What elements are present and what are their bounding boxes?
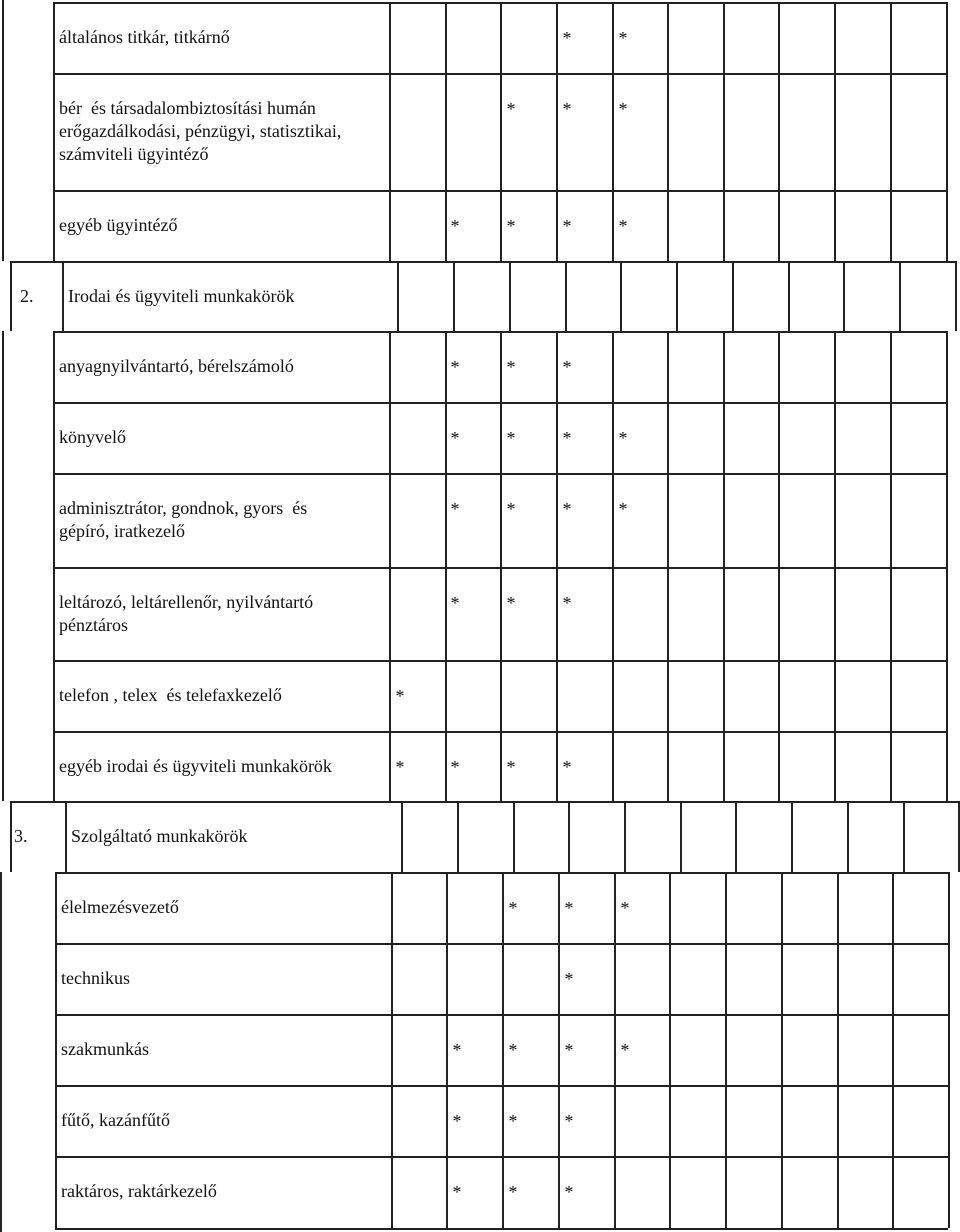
grid-line-vertical: [723, 473, 725, 567]
grid-line-vertical: [778, 567, 780, 660]
grid-line-vertical: [667, 660, 669, 731]
mark-asterisk: *: [452, 1040, 462, 1060]
mark-asterisk: *: [618, 216, 628, 236]
mark-asterisk: *: [450, 499, 460, 519]
grid-line-vertical: [389, 190, 391, 261]
grid-line-vertical: [788, 261, 790, 331]
row-label: egyéb irodai és ügyviteli munkakörök: [59, 756, 332, 776]
grid-line-horizontal: [10, 801, 958, 803]
grid-line-vertical: [502, 1085, 504, 1156]
grid-line-vertical: [500, 567, 502, 660]
grid-line-vertical: [892, 1014, 894, 1085]
grid-line-vertical: [781, 872, 783, 943]
grid-line-vertical: [781, 1014, 783, 1085]
grid-line-vertical: [723, 567, 725, 660]
grid-line-vertical: [723, 731, 725, 801]
grid-line-vertical: [445, 2, 447, 73]
grid-line-vertical: [53, 2, 55, 73]
grid-line-vertical: [53, 567, 55, 660]
grid-line-vertical: [10, 261, 12, 331]
grid-line-vertical: [556, 402, 558, 473]
grid-line-vertical: [500, 73, 502, 190]
grid-line-vertical: [502, 1014, 504, 1085]
grid-line-vertical: [725, 943, 727, 1014]
grid-line-vertical: [556, 660, 558, 731]
grid-line-vertical: [669, 1156, 671, 1228]
row-label: egyéb ügyintéző: [59, 215, 178, 235]
grid-line-vertical: [612, 402, 614, 473]
grid-line-vertical: [890, 731, 892, 801]
grid-line-vertical: [946, 2, 948, 73]
grid-line-vertical: [500, 660, 502, 731]
grid-line-vertical: [778, 660, 780, 731]
grid-line-vertical: [558, 1085, 560, 1156]
grid-line-vertical: [890, 473, 892, 567]
grid-line-vertical: [55, 1014, 57, 1085]
grid-line-vertical: [453, 261, 455, 331]
mark-asterisk: *: [506, 499, 516, 519]
grid-line-vertical: [667, 331, 669, 402]
grid-line-vertical: [669, 1085, 671, 1156]
grid-line-vertical: [778, 2, 780, 73]
mark-asterisk: *: [564, 898, 574, 918]
section-number: 3.: [14, 826, 28, 846]
mark-asterisk: *: [450, 757, 460, 777]
grid-line-vertical: [612, 567, 614, 660]
grid-line-vertical: [53, 331, 55, 402]
mark-asterisk: *: [618, 428, 628, 448]
grid-line-vertical: [446, 1014, 448, 1085]
grid-line-vertical: [834, 731, 836, 801]
grid-line-vertical: [614, 943, 616, 1014]
grid-line-vertical: [55, 1085, 57, 1156]
grid-line-vertical: [667, 2, 669, 73]
grid-line-vertical: [0, 872, 2, 1232]
grid-line-vertical: [723, 402, 725, 473]
grid-line-vertical: [834, 331, 836, 402]
mark-asterisk: *: [506, 357, 516, 377]
grid-line-vertical: [612, 2, 614, 73]
grid-line-vertical: [948, 943, 950, 1014]
grid-line-vertical: [791, 801, 793, 872]
grid-line-vertical: [457, 801, 459, 872]
grid-line-vertical: [556, 567, 558, 660]
grid-line-vertical: [778, 73, 780, 190]
grid-line-vertical: [389, 331, 391, 402]
grid-line-vertical: [946, 331, 948, 402]
mark-asterisk: *: [508, 1182, 518, 1202]
grid-line-vertical: [837, 872, 839, 943]
mark-asterisk: *: [508, 898, 518, 918]
grid-line-vertical: [558, 1156, 560, 1228]
grid-line-vertical: [890, 190, 892, 261]
grid-line-vertical: [509, 261, 511, 331]
grid-line-vertical: [401, 801, 403, 872]
grid-line-vertical: [834, 473, 836, 567]
grid-line-vertical: [55, 1156, 57, 1228]
grid-line-vertical: [565, 261, 567, 331]
grid-line-vertical: [667, 731, 669, 801]
grid-line-vertical: [946, 660, 948, 731]
grid-line-vertical: [446, 1156, 448, 1228]
mark-asterisk: *: [564, 969, 574, 989]
grid-line-vertical: [903, 801, 905, 872]
grid-line-vertical: [834, 73, 836, 190]
grid-line-vertical: [723, 660, 725, 731]
grid-line-vertical: [778, 473, 780, 567]
grid-line-vertical: [10, 801, 12, 872]
grid-line-vertical: [391, 943, 393, 1014]
grid-line-vertical: [614, 872, 616, 943]
grid-line-vertical: [667, 402, 669, 473]
row-label: élelmezésvezető: [61, 897, 179, 917]
grid-line-vertical: [65, 801, 67, 872]
mark-asterisk: *: [620, 898, 630, 918]
grid-line-vertical: [837, 1014, 839, 1085]
grid-line-vertical: [568, 801, 570, 872]
mark-asterisk: *: [506, 757, 516, 777]
grid-line-vertical: [778, 402, 780, 473]
grid-line-vertical: [834, 567, 836, 660]
grid-line-vertical: [667, 473, 669, 567]
grid-line-vertical: [667, 73, 669, 190]
grid-line-vertical: [612, 473, 614, 567]
grid-line-vertical: [946, 190, 948, 261]
grid-line-vertical: [500, 331, 502, 402]
grid-line-vertical: [558, 872, 560, 943]
grid-line-vertical: [948, 872, 950, 943]
mark-asterisk: *: [506, 99, 516, 119]
grid-line-vertical: [558, 943, 560, 1014]
grid-line-vertical: [389, 567, 391, 660]
grid-line-vertical: [624, 801, 626, 872]
grid-line-vertical: [556, 73, 558, 190]
grid-line-vertical: [612, 73, 614, 190]
row-label: bér és társadalombiztosítási humán erőgazdálkodási, pénzügyi, statisztikai, számviteli ügyintéző: [59, 98, 342, 164]
mark-asterisk: *: [450, 593, 460, 613]
grid-line-vertical: [55, 872, 57, 943]
section-title: Irodai és ügyviteli munkakörök: [68, 286, 295, 306]
grid-line-vertical: [834, 660, 836, 731]
grid-line-vertical: [723, 190, 725, 261]
grid-line-vertical: [500, 731, 502, 801]
grid-line-vertical: [735, 801, 737, 872]
grid-line-vertical: [948, 1014, 950, 1085]
mark-asterisk: *: [395, 686, 405, 706]
grid-line-vertical: [55, 943, 57, 1014]
grid-line-vertical: [781, 943, 783, 1014]
grid-line-vertical: [62, 261, 64, 331]
grid-line-horizontal: [10, 261, 955, 263]
row-label: általános titkár, titkárnő: [59, 27, 230, 47]
row-label: raktáros, raktárkezelő: [61, 1181, 217, 1201]
grid-line-vertical: [890, 402, 892, 473]
row-label: leltározó, leltárellenőr, nyilvántartó pénztáros: [59, 592, 314, 635]
grid-line-vertical: [389, 473, 391, 567]
grid-line-vertical: [445, 660, 447, 731]
grid-line-vertical: [890, 331, 892, 402]
grid-line-vertical: [723, 2, 725, 73]
grid-line-vertical: [53, 660, 55, 731]
grid-line-vertical: [946, 731, 948, 801]
row-label: adminisztrátor, gondnok, gyors és gépíró, iratkezelő: [59, 498, 308, 541]
grid-line-vertical: [890, 2, 892, 73]
grid-line-vertical: [834, 402, 836, 473]
row-label: könyvelő: [59, 427, 126, 447]
mark-asterisk: *: [562, 99, 572, 119]
grid-line-vertical: [445, 567, 447, 660]
grid-line-vertical: [837, 1085, 839, 1156]
mark-asterisk: *: [618, 99, 628, 119]
grid-line-vertical: [669, 1014, 671, 1085]
grid-line-vertical: [53, 473, 55, 567]
mark-asterisk: *: [618, 28, 628, 48]
mark-asterisk: *: [618, 499, 628, 519]
grid-line-vertical: [946, 567, 948, 660]
grid-line-vertical: [389, 731, 391, 801]
grid-line-vertical: [445, 73, 447, 190]
mark-asterisk: *: [450, 216, 460, 236]
mark-asterisk: *: [450, 357, 460, 377]
grid-line-vertical: [502, 1156, 504, 1228]
mark-asterisk: *: [564, 1182, 574, 1202]
grid-line-vertical: [391, 1156, 393, 1228]
grid-line-vertical: [446, 943, 448, 1014]
grid-line-vertical: [502, 943, 504, 1014]
grid-line-vertical: [667, 190, 669, 261]
grid-line-vertical: [946, 73, 948, 190]
grid-line-vertical: [669, 943, 671, 1014]
grid-line-horizontal: [55, 1228, 948, 1230]
grid-line-vertical: [847, 801, 849, 872]
mark-asterisk: *: [564, 1040, 574, 1060]
grid-line-vertical: [612, 190, 614, 261]
grid-line-vertical: [614, 1156, 616, 1228]
grid-line-vertical: [680, 801, 682, 872]
grid-line-vertical: [445, 473, 447, 567]
grid-line-vertical: [948, 1085, 950, 1156]
mark-asterisk: *: [562, 428, 572, 448]
row-label: fűtő, kazánfűtő: [61, 1110, 170, 1130]
mark-asterisk: *: [506, 216, 516, 236]
grid-line-vertical: [732, 261, 734, 331]
grid-line-vertical: [53, 190, 55, 261]
grid-line-vertical: [725, 872, 727, 943]
grid-line-vertical: [725, 1014, 727, 1085]
section-title: Szolgáltató munkakörök: [71, 826, 248, 846]
grid-line-vertical: [890, 73, 892, 190]
grid-line-vertical: [781, 1085, 783, 1156]
mark-asterisk: *: [508, 1111, 518, 1131]
grid-line-vertical: [946, 402, 948, 473]
row-label: telefon , telex és telefaxkezelő: [59, 685, 282, 705]
grid-line-vertical: [834, 190, 836, 261]
grid-line-vertical: [837, 943, 839, 1014]
grid-line-vertical: [500, 190, 502, 261]
grid-line-vertical: [843, 261, 845, 331]
grid-line-vertical: [446, 872, 448, 943]
grid-line-vertical: [778, 731, 780, 801]
grid-line-vertical: [558, 1014, 560, 1085]
grid-line-vertical: [899, 261, 901, 331]
grid-line-vertical: [612, 660, 614, 731]
grid-line-vertical: [446, 1085, 448, 1156]
grid-line-vertical: [389, 73, 391, 190]
grid-line-vertical: [500, 2, 502, 73]
grid-line-vertical: [781, 1156, 783, 1228]
grid-line-vertical: [556, 2, 558, 73]
grid-line-vertical: [614, 1014, 616, 1085]
grid-line-vertical: [53, 731, 55, 801]
mark-asterisk: *: [508, 1040, 518, 1060]
mark-asterisk: *: [562, 216, 572, 236]
grid-line-vertical: [837, 1156, 839, 1228]
mark-asterisk: *: [562, 593, 572, 613]
grid-line-vertical: [500, 402, 502, 473]
grid-line-vertical: [2, 0, 4, 261]
mark-asterisk: *: [562, 357, 572, 377]
grid-line-vertical: [391, 1085, 393, 1156]
grid-line-vertical: [53, 73, 55, 190]
row-label: technikus: [61, 968, 130, 988]
grid-line-vertical: [556, 331, 558, 402]
grid-line-vertical: [948, 1156, 950, 1228]
mark-asterisk: *: [452, 1182, 462, 1202]
grid-line-vertical: [723, 73, 725, 190]
mark-asterisk: *: [452, 1111, 462, 1131]
grid-line-vertical: [676, 261, 678, 331]
row-label: szakmunkás: [61, 1039, 149, 1059]
grid-line-vertical: [502, 872, 504, 943]
grid-line-vertical: [892, 1085, 894, 1156]
grid-line-vertical: [391, 1014, 393, 1085]
grid-line-vertical: [946, 473, 948, 567]
grid-line-vertical: [500, 473, 502, 567]
grid-line-vertical: [391, 872, 393, 943]
grid-line-vertical: [53, 402, 55, 473]
grid-line-vertical: [778, 190, 780, 261]
grid-line-vertical: [397, 261, 399, 331]
grid-line-vertical: [778, 331, 780, 402]
grid-line-vertical: [389, 2, 391, 73]
grid-line-vertical: [389, 660, 391, 731]
grid-line-vertical: [513, 801, 515, 872]
mark-asterisk: *: [506, 428, 516, 448]
grid-line-vertical: [723, 331, 725, 402]
grid-line-vertical: [614, 1085, 616, 1156]
grid-line-vertical: [669, 872, 671, 943]
mark-asterisk: *: [562, 28, 572, 48]
mark-asterisk: *: [562, 499, 572, 519]
grid-line-vertical: [892, 872, 894, 943]
grid-line-vertical: [834, 2, 836, 73]
grid-line-vertical: [955, 261, 957, 331]
mark-asterisk: *: [506, 593, 516, 613]
grid-line-vertical: [892, 1156, 894, 1228]
mark-asterisk: *: [395, 757, 405, 777]
grid-line-vertical: [725, 1156, 727, 1228]
grid-line-vertical: [2, 331, 4, 801]
grid-line-vertical: [667, 567, 669, 660]
mark-asterisk: *: [562, 757, 572, 777]
grid-line-vertical: [612, 331, 614, 402]
grid-line-vertical: [890, 567, 892, 660]
grid-line-vertical: [725, 1085, 727, 1156]
grid-line-vertical: [612, 731, 614, 801]
grid-line-vertical: [556, 731, 558, 801]
section-number: 2.: [20, 286, 34, 306]
row-label: anyagnyilvántartó, bérelszámoló: [59, 356, 294, 376]
mark-asterisk: *: [620, 1040, 630, 1060]
grid-line-vertical: [389, 402, 391, 473]
grid-line-vertical: [892, 943, 894, 1014]
grid-line-vertical: [556, 473, 558, 567]
grid-line-vertical: [620, 261, 622, 331]
grid-line-vertical: [556, 190, 558, 261]
mark-asterisk: *: [564, 1111, 574, 1131]
grid-line-vertical: [890, 660, 892, 731]
mark-asterisk: *: [450, 428, 460, 448]
